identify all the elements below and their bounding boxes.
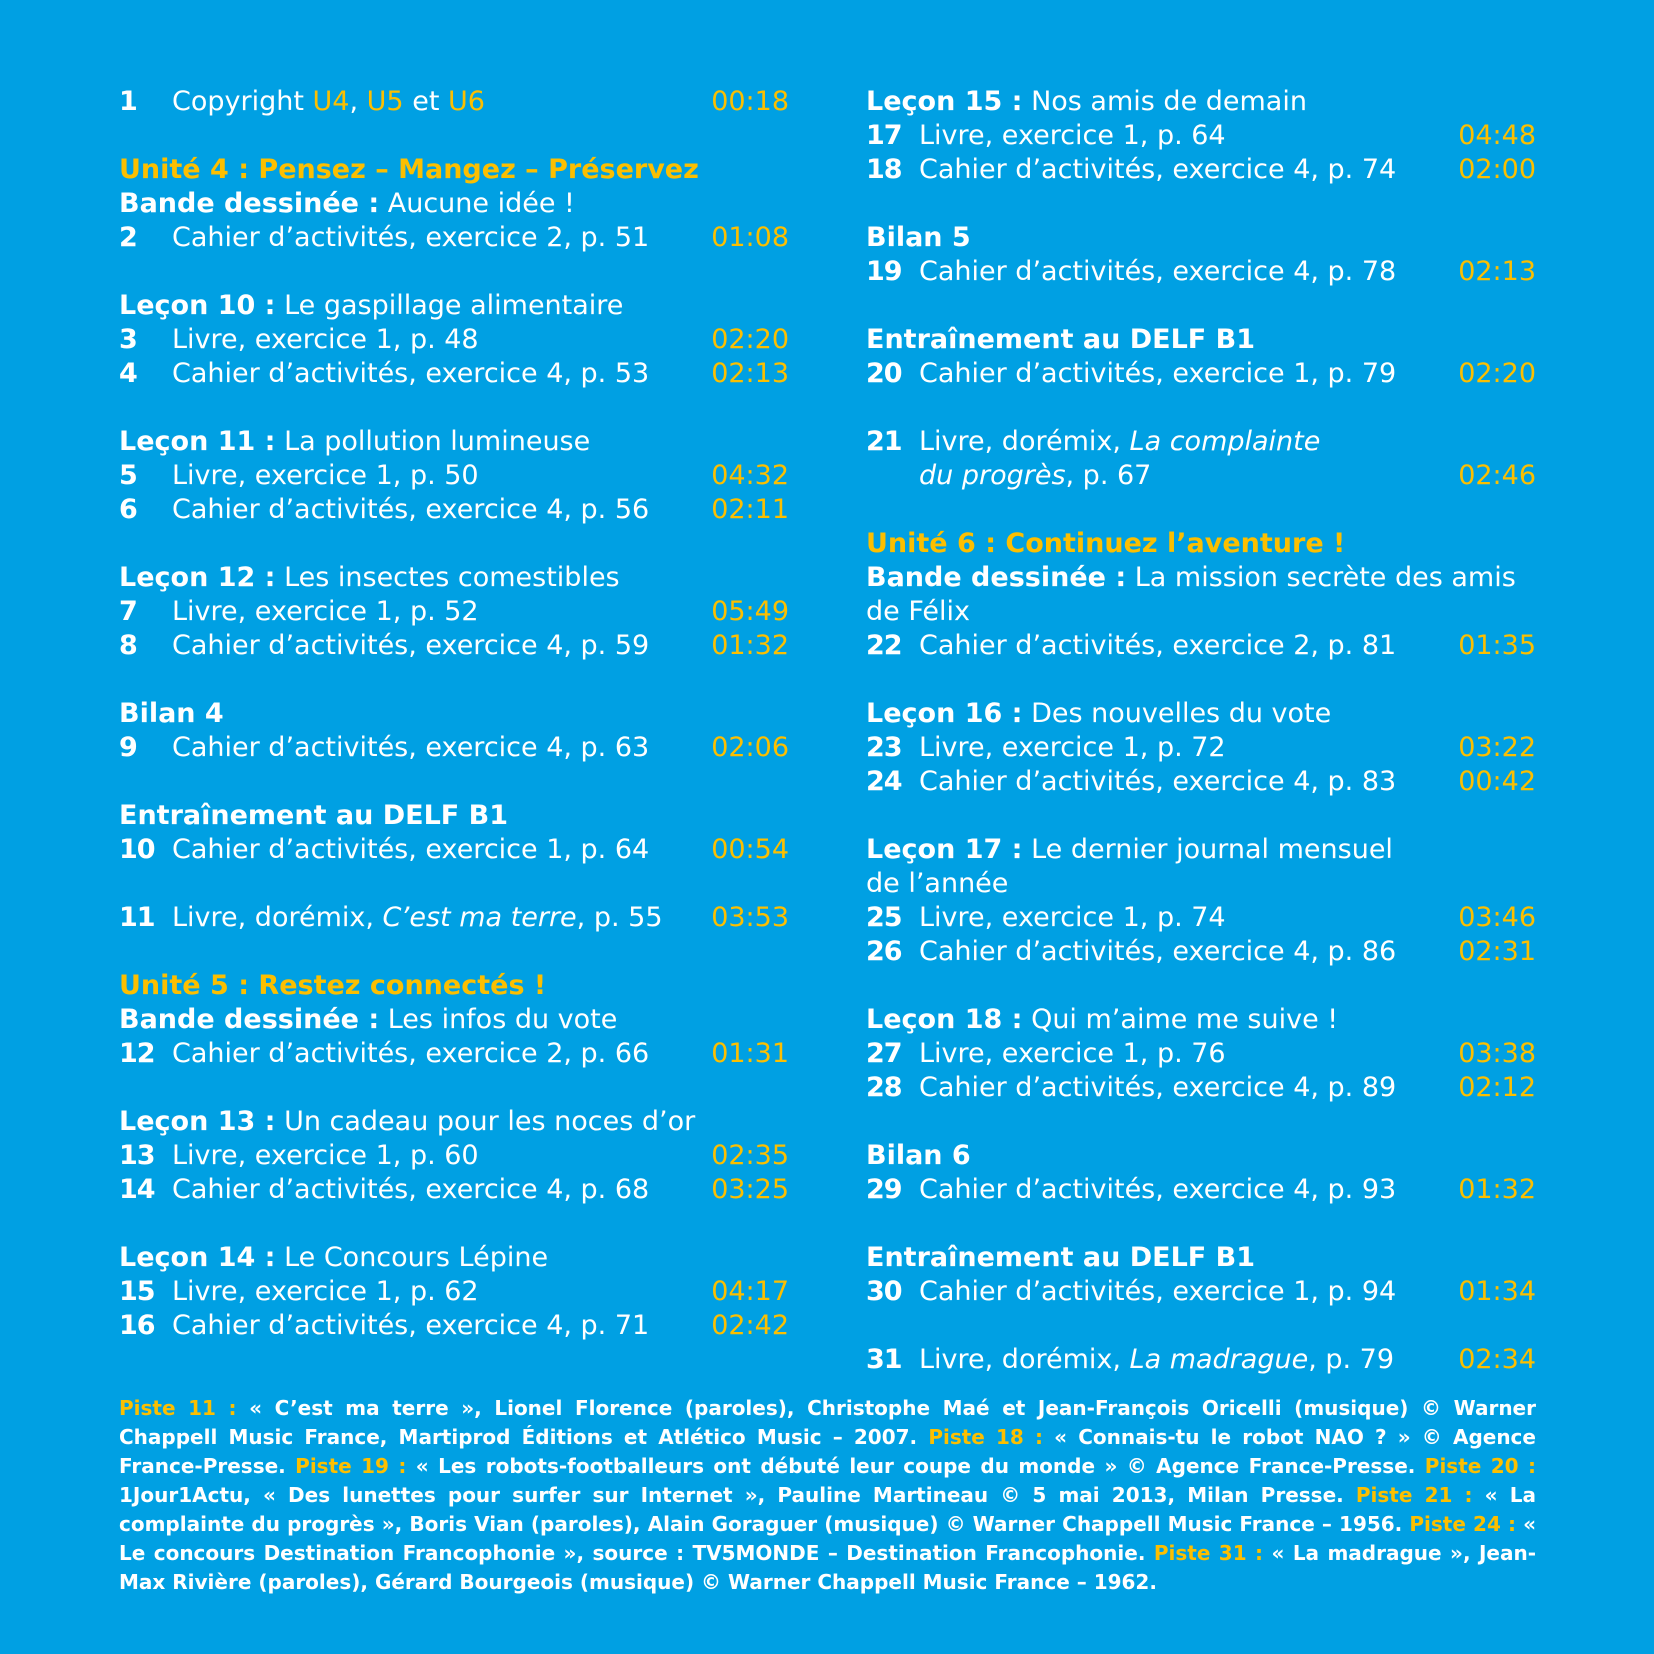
track-number: 21 <box>866 426 902 457</box>
track-row <box>866 1071 1536 1105</box>
track-duration: 04:32 <box>711 460 789 491</box>
section-heading: Entraînement au DELF B1 <box>866 1242 1255 1273</box>
unit-heading: Unité 6 : Continuez l’aventure ! <box>866 528 1346 559</box>
track-title: Livre, dorémix, La complainte <box>919 426 1321 457</box>
track-number: 19 <box>866 256 902 287</box>
section-heading: Leçon 17 : Le dernier journal mensuel <box>866 834 1393 865</box>
track-row <box>119 221 789 255</box>
track-title: Cahier d’activités, exercice 1, p. 64 <box>172 834 650 865</box>
track-duration: 03:38 <box>1458 1038 1536 1069</box>
track-row <box>119 357 789 391</box>
track-title: Cahier d’activités, exercice 4, p. 89 <box>919 1072 1397 1103</box>
track-number: 2 <box>119 222 137 253</box>
track-row <box>866 765 1536 799</box>
track-title: Livre, dorémix, La madrague, p. 79 <box>919 1344 1395 1375</box>
section-heading-continued: de l’année <box>866 868 1009 899</box>
track-number: 25 <box>866 902 902 933</box>
track-title: Livre, exercice 1, p. 76 <box>919 1038 1226 1069</box>
track-number: 18 <box>866 154 902 185</box>
track-duration: 02:20 <box>1458 358 1536 389</box>
section-heading: Bande dessinée : Aucune idée ! <box>119 188 575 219</box>
tracklist-left-column <box>119 85 789 1343</box>
section-heading: Bande dessinée : Les infos du vote <box>119 1004 618 1035</box>
track-title: Livre, exercice 1, p. 64 <box>919 120 1226 151</box>
track-number: 6 <box>119 494 137 525</box>
track-row <box>866 119 1536 153</box>
track-title: Cahier d’activités, exercice 2, p. 66 <box>172 1038 650 1069</box>
track-title: Cahier d’activités, exercice 2, p. 81 <box>919 630 1397 661</box>
track-number: 30 <box>866 1276 902 1307</box>
track-row <box>119 85 789 119</box>
track-row <box>866 357 1536 391</box>
track-row <box>119 459 789 493</box>
track-number: 26 <box>866 936 902 967</box>
track-row <box>866 153 1536 187</box>
track-number: 22 <box>866 630 902 661</box>
track-duration: 02:35 <box>711 1140 789 1171</box>
track-title: Cahier d’activités, exercice 2, p. 51 <box>172 222 650 253</box>
track-number: 28 <box>866 1072 902 1103</box>
track-number: 24 <box>866 766 902 797</box>
track-duration: 02:13 <box>711 358 789 389</box>
track-number: 3 <box>119 324 137 355</box>
track-title-continued: du progrès, p. 67 <box>919 460 1152 491</box>
section-heading: Leçon 18 : Qui m’aime me suive ! <box>866 1004 1339 1035</box>
track-row <box>119 1173 789 1207</box>
track-row <box>866 629 1536 663</box>
track-duration: 01:35 <box>1458 630 1536 661</box>
track-title: Livre, exercice 1, p. 74 <box>919 902 1226 933</box>
track-number: 12 <box>119 1038 155 1069</box>
track-row <box>119 1037 789 1071</box>
track-number: 4 <box>119 358 137 389</box>
track-duration: 03:53 <box>711 902 789 933</box>
track-duration: 01:32 <box>1458 1174 1536 1205</box>
track-row <box>866 1343 1536 1377</box>
track-row <box>866 901 1536 935</box>
section-heading: Bande dessinée : La mission secrète des amis <box>866 562 1516 593</box>
track-row <box>119 1275 789 1309</box>
track-title: Cahier d’activités, exercice 1, p. 79 <box>919 358 1397 389</box>
track-number: 7 <box>119 596 137 627</box>
track-title: Cahier d’activités, exercice 4, p. 78 <box>919 256 1397 287</box>
track-title: Livre, exercice 1, p. 72 <box>919 732 1226 763</box>
section-heading: Entraînement au DELF B1 <box>119 800 508 831</box>
track-duration: 02:06 <box>711 732 789 763</box>
track-row <box>119 323 789 357</box>
track-title: Livre, exercice 1, p. 52 <box>172 596 479 627</box>
tracklist-right-column <box>866 85 1536 1377</box>
track-row <box>866 731 1536 765</box>
track-duration: 04:17 <box>711 1276 789 1307</box>
track-title: Cahier d’activités, exercice 4, p. 63 <box>172 732 650 763</box>
track-row <box>866 1037 1536 1071</box>
track-number: 10 <box>119 834 155 865</box>
track-duration: 01:31 <box>711 1038 789 1069</box>
track-row <box>119 901 789 935</box>
track-number: 11 <box>119 902 155 933</box>
track-duration: 01:34 <box>1458 1276 1536 1307</box>
track-duration: 04:48 <box>1458 120 1536 151</box>
track-number: 29 <box>866 1174 902 1205</box>
track-title: Cahier d’activités, exercice 4, p. 93 <box>919 1174 1397 1205</box>
section-heading: Leçon 14 : Le Concours Lépine <box>119 1242 549 1273</box>
section-heading-continued: de Félix <box>866 596 970 627</box>
track-duration: 02:31 <box>1458 936 1536 967</box>
track-number: 13 <box>119 1140 155 1171</box>
track-title: Cahier d’activités, exercice 4, p. 74 <box>919 154 1397 185</box>
section-heading: Bilan 6 <box>866 1140 971 1171</box>
track-number: 15 <box>119 1276 155 1307</box>
section-heading: Entraînement au DELF B1 <box>866 324 1255 355</box>
track-row <box>119 1309 789 1343</box>
unit-heading: Unité 4 : Pensez – Mangez – Préservez <box>119 154 699 185</box>
track-title: Livre, exercice 1, p. 60 <box>172 1140 479 1171</box>
track-row <box>866 1275 1536 1309</box>
track-duration: 01:32 <box>711 630 789 661</box>
track-row <box>119 833 789 867</box>
track-title: Cahier d’activités, exercice 4, p. 71 <box>172 1310 650 1341</box>
track-duration: 00:54 <box>711 834 789 865</box>
track-title: Livre, exercice 1, p. 50 <box>172 460 479 491</box>
track-duration: 02:11 <box>711 494 789 525</box>
track-title: Cahier d’activités, exercice 4, p. 59 <box>172 630 650 661</box>
track-number: 27 <box>866 1038 902 1069</box>
section-heading: Bilan 5 <box>866 222 971 253</box>
track-duration: 02:42 <box>711 1310 789 1341</box>
section-heading: Bilan 4 <box>119 698 224 729</box>
track-row-continued <box>866 459 1536 493</box>
track-title: Cahier d’activités, exercice 4, p. 56 <box>172 494 650 525</box>
unit-heading: Unité 5 : Restez connectés ! <box>119 970 547 1001</box>
section-heading: Leçon 12 : Les insectes comestibles <box>119 562 620 593</box>
track-duration: 02:46 <box>1458 460 1536 491</box>
section-heading: Leçon 11 : La pollution lumineuse <box>119 426 591 457</box>
section-heading: Leçon 13 : Un cadeau pour les noces d’or <box>119 1106 696 1137</box>
track-title: Cahier d’activités, exercice 1, p. 94 <box>919 1276 1397 1307</box>
section-heading: Leçon 16 : Des nouvelles du vote <box>866 698 1332 729</box>
track-number: 20 <box>866 358 902 389</box>
track-number: 23 <box>866 732 902 763</box>
track-title: Livre, exercice 1, p. 48 <box>172 324 479 355</box>
track-number: 9 <box>119 732 137 763</box>
track-duration: 00:18 <box>711 86 789 117</box>
track-number: 14 <box>119 1174 155 1205</box>
section-heading: Leçon 15 : Nos amis de demain <box>866 86 1307 117</box>
track-number: 8 <box>119 630 137 661</box>
track-title: Cahier d’activités, exercice 4, p. 86 <box>919 936 1397 967</box>
track-title: Cahier d’activités, exercice 4, p. 53 <box>172 358 650 389</box>
track-duration: 02:13 <box>1458 256 1536 287</box>
track-duration: 05:49 <box>711 596 789 627</box>
track-title: Livre, dorémix, C’est ma terre, p. 55 <box>172 902 663 933</box>
track-row <box>866 255 1536 289</box>
track-duration: 00:42 <box>1458 766 1536 797</box>
track-title: Livre, exercice 1, p. 62 <box>172 1276 479 1307</box>
track-row <box>866 935 1536 969</box>
track-duration: 03:22 <box>1458 732 1536 763</box>
track-row <box>119 595 789 629</box>
track-duration: 01:08 <box>711 222 789 253</box>
track-number: 17 <box>866 120 902 151</box>
track-row <box>119 731 789 765</box>
track-duration: 02:00 <box>1458 154 1536 185</box>
section-heading: Leçon 10 : Le gaspillage alimentaire <box>119 290 624 321</box>
track-title: Cahier d’activités, exercice 4, p. 68 <box>172 1174 650 1205</box>
track-duration: 02:12 <box>1458 1072 1536 1103</box>
track-row <box>866 1173 1536 1207</box>
track-duration: 03:25 <box>711 1174 789 1205</box>
track-row <box>119 1139 789 1173</box>
track-duration: 03:46 <box>1458 902 1536 933</box>
track-number: 1 <box>119 86 137 117</box>
track-title: Cahier d’activités, exercice 4, p. 83 <box>919 766 1397 797</box>
track-number: 16 <box>119 1310 155 1341</box>
track-row <box>119 629 789 663</box>
track-title: Copyright U4, U5 et U6 <box>172 86 485 117</box>
credits-notes: Piste 11 : « C’est ma terre », Lionel Florence (paroles), Christophe Maé et Jean-François Oricelli (musique) © Warner Chappell Music France, Martiprod Éditions et Atlético Music – 2007. Piste 18 : « Connais-tu le robot NAO ? » © Agence France-Presse. Piste 19 : « Les robots-footballeurs ont débuté leur coupe du monde » © Agence France-Presse. Piste 20 : 1Jour1Actu, « Des lunettes pour surfer sur Internet », Pauline Martineau © 5 mai 2013, Milan Presse. Piste 21 : « La complainte du progrès », Boris Vian (paroles), Alain Goraguer (musique) © Warner Chappell Music France – 1956. Piste 24 : « Le concours Destination Francophonie », source : TV5MONDE – Destination Francophonie. Piste 31 : « La madrague », Jean-Max Rivière (paroles), Gérard Bourgeois (musique) © Warner Chappell Music France – 1962. <box>119 1396 1536 1594</box>
track-duration: 02:34 <box>1458 1344 1536 1375</box>
track-duration: 02:20 <box>711 324 789 355</box>
track-row <box>866 425 1536 459</box>
track-number: 31 <box>866 1344 902 1375</box>
track-row <box>119 493 789 527</box>
track-number: 5 <box>119 460 137 491</box>
